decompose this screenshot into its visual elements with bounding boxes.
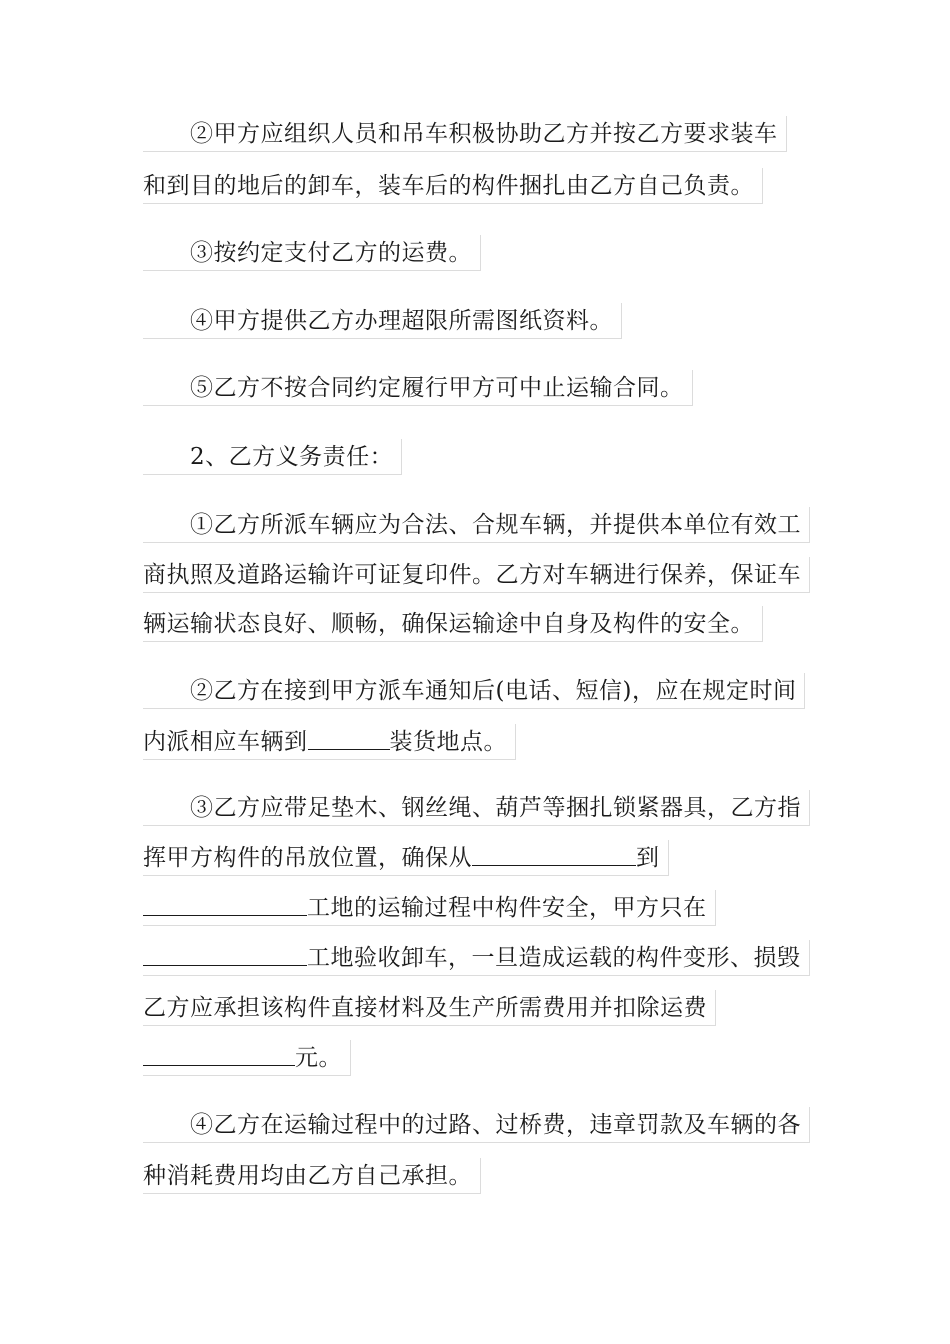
text-segment: 工地验收卸车，一旦造成运载的构件变形、损毁 [307,945,801,971]
text-line: ④乙方在运输过程中的过路、过桥费，违章罚款及车辆的各 [143,1107,810,1143]
text-segment: 到 [636,845,660,871]
text-line: ③乙方应带足垫木、钢丝绳、葫芦等捆扎锁紧器具，乙方指 [143,790,810,826]
fill-in-blank [472,843,636,866]
text-line [143,940,810,976]
text-line: ④甲方提供乙方办理超限所需图纸资料。 [143,303,622,339]
fill-in-blank [143,1043,295,1066]
text-line: 辆运输状态良好、顺畅，确保运输途中自身及构件的安全。 [143,606,763,642]
text-line [143,840,669,876]
fill-in-blank [308,727,390,750]
text-segment: 工地的运输过程中构件安全，甲方只在 [307,895,707,921]
text-segment: 挥甲方构件的吊放位置，确保从 [143,845,472,871]
text-line: 和到目的地后的卸车，装车后的构件捆扎由乙方自己负责。 [143,168,763,204]
text-line: ②甲方应组织人员和吊车积极协助乙方并按乙方要求装车 [143,116,787,152]
text-segment: 元。 [295,1045,342,1071]
text-line: ②乙方在接到甲方派车通知后(电话、短信)，应在规定时间 [143,673,805,709]
text-line: ⑤乙方不按合同约定履行甲方可中止运输合同。 [143,370,693,406]
section-heading: 2、乙方义务责任： [143,439,402,475]
text-line: 商执照及道路运输许可证复印件。乙方对车辆进行保养，保证车 [143,557,810,593]
text-line: ①乙方所派车辆应为合法、合规车辆，并提供本单位有效工 [143,507,810,543]
text-line: ③按约定支付乙方的运费。 [143,235,481,271]
text-segment: 装货地点。 [389,729,507,755]
text-segment: 内派相应车辆到 [143,729,308,755]
text-line: 种消耗费用均由乙方自己承担。 [143,1158,481,1194]
fill-in-blank [143,893,307,916]
fill-in-blank [143,943,307,966]
text-line [143,1040,351,1076]
text-line [143,890,716,926]
text-line: 乙方应承担该构件直接材料及生产所需费用并扣除运费 [143,990,716,1026]
text-line [143,724,516,760]
